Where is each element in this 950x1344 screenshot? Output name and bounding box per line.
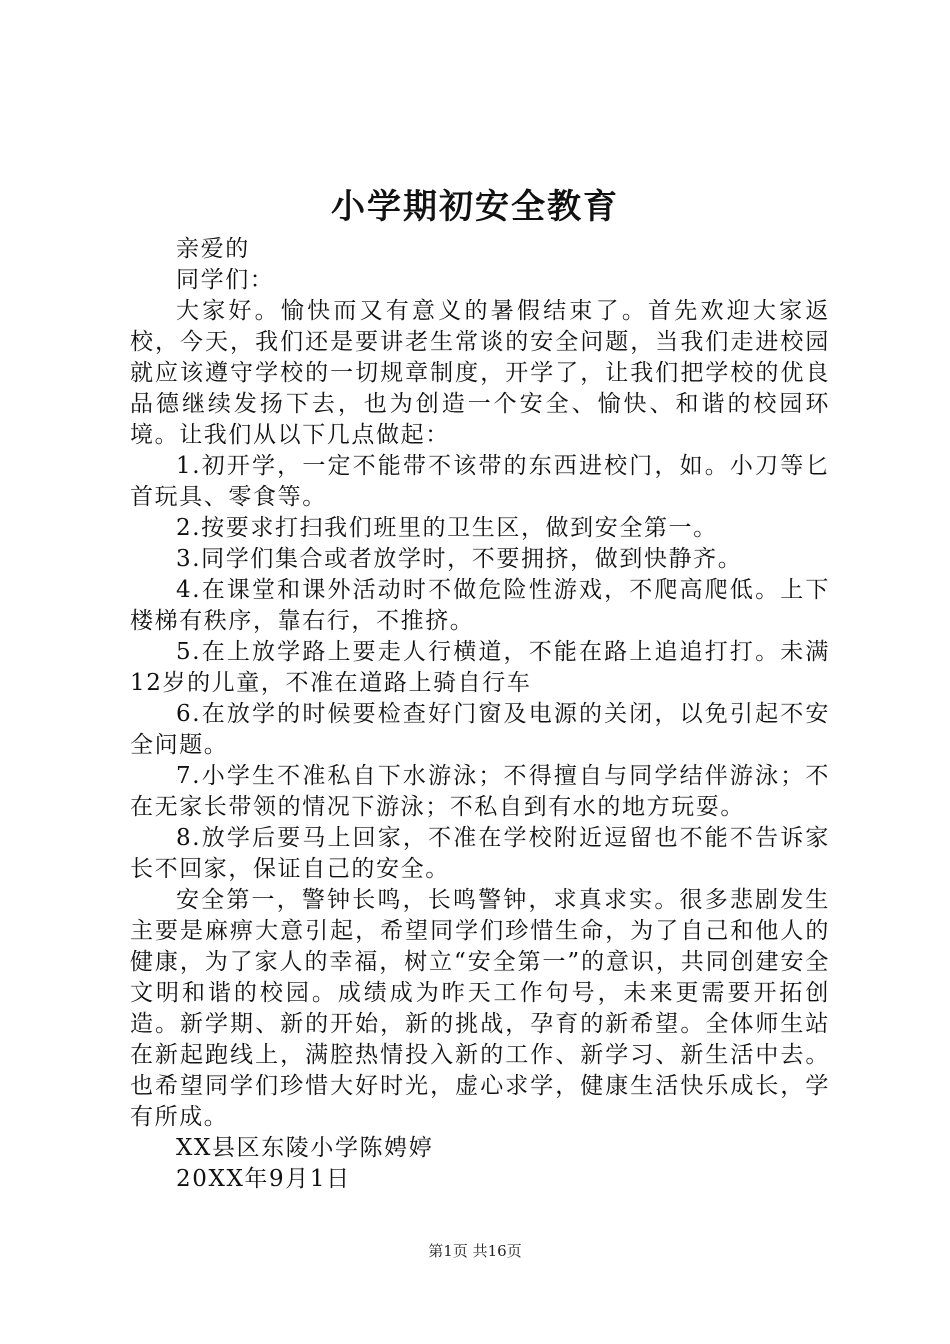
- rule-item-8: 8.放学后要马上回家，不准在学校附近逗留也不能不告诉家长不回家，保证自己的安全。: [130, 825, 830, 882]
- document-body: [130, 234, 830, 1195]
- rule-item-1: 1.初开学，一定不能带不该带的东西进校门，如。小刀等匕首玩具、零食等。: [130, 453, 830, 510]
- intro-paragraph: 大家好。愉快而又有意义的暑假结束了。首先欢迎大家返校，今天，我们还是要讲老生常谈的安全问题，当我们走进校园就应该遵守学校的一切规章制度，开学了，让我们把学校的优良品德继续发扬下去，也为创造一个安全、愉快、和谐的校园环境。让我们从以下几点做起：: [130, 298, 830, 448]
- closing-paragraph: 安全第一，警钟长鸣，长鸣警钟，求真求实。很多悲剧发生主要是麻痹大意引起，希望同学们珍惜生命，为了自己和他人的健康，为了家人的幸福，树立“安全第一”的意识，共同创建安全文明和谐的校园。成绩成为昨天工作句号，未来更需要开拓创造。新学期、新的开始，新的挑战，孕育的新希望。全体师生站在新起跑线上，满腔热情投入新的工作、新学习、新生活中去。也希望同学们珍惜大好时光，虚心求学，健康生活快乐成长，学有所成。: [130, 887, 830, 1130]
- signature: XX县区东陵小学陈娉婷: [176, 1135, 434, 1161]
- rule-item-3: 3.同学们集合或者放学时，不要拥挤，做到快静齐。: [176, 546, 743, 572]
- salutation-line-1: 亲爱的: [176, 236, 250, 262]
- salutation-line-2: 同学们：: [176, 267, 275, 293]
- rule-item-7: 7.小学生不准私自下水游泳；不得擅自与同学结伴游泳；不在无家长带领的情况下游泳；不私自到有水的地方玩耍。: [130, 763, 830, 820]
- date-line: 20XX年9月1日: [176, 1166, 351, 1192]
- rule-item-2: 2.按要求打扫我们班里的卫生区，做到安全第一。: [176, 515, 718, 541]
- rule-item-4: 4.在课堂和课外活动时不做危险性游戏，不爬高爬低。上下楼梯有秩序，靠右行，不推挤。: [130, 577, 830, 634]
- rule-item-5: 5.在上放学路上要走人行横道，不能在路上追追打打。未满12岁的儿童，不准在道路上骑自行车: [130, 639, 830, 696]
- page-footer: 第1页 共16页: [428, 1242, 522, 1260]
- rule-item-6: 6.在放学的时候要检查好门窗及电源的关闭，以免引起不安全问题。: [130, 701, 830, 758]
- document-title: 小学期初安全教育: [331, 187, 619, 227]
